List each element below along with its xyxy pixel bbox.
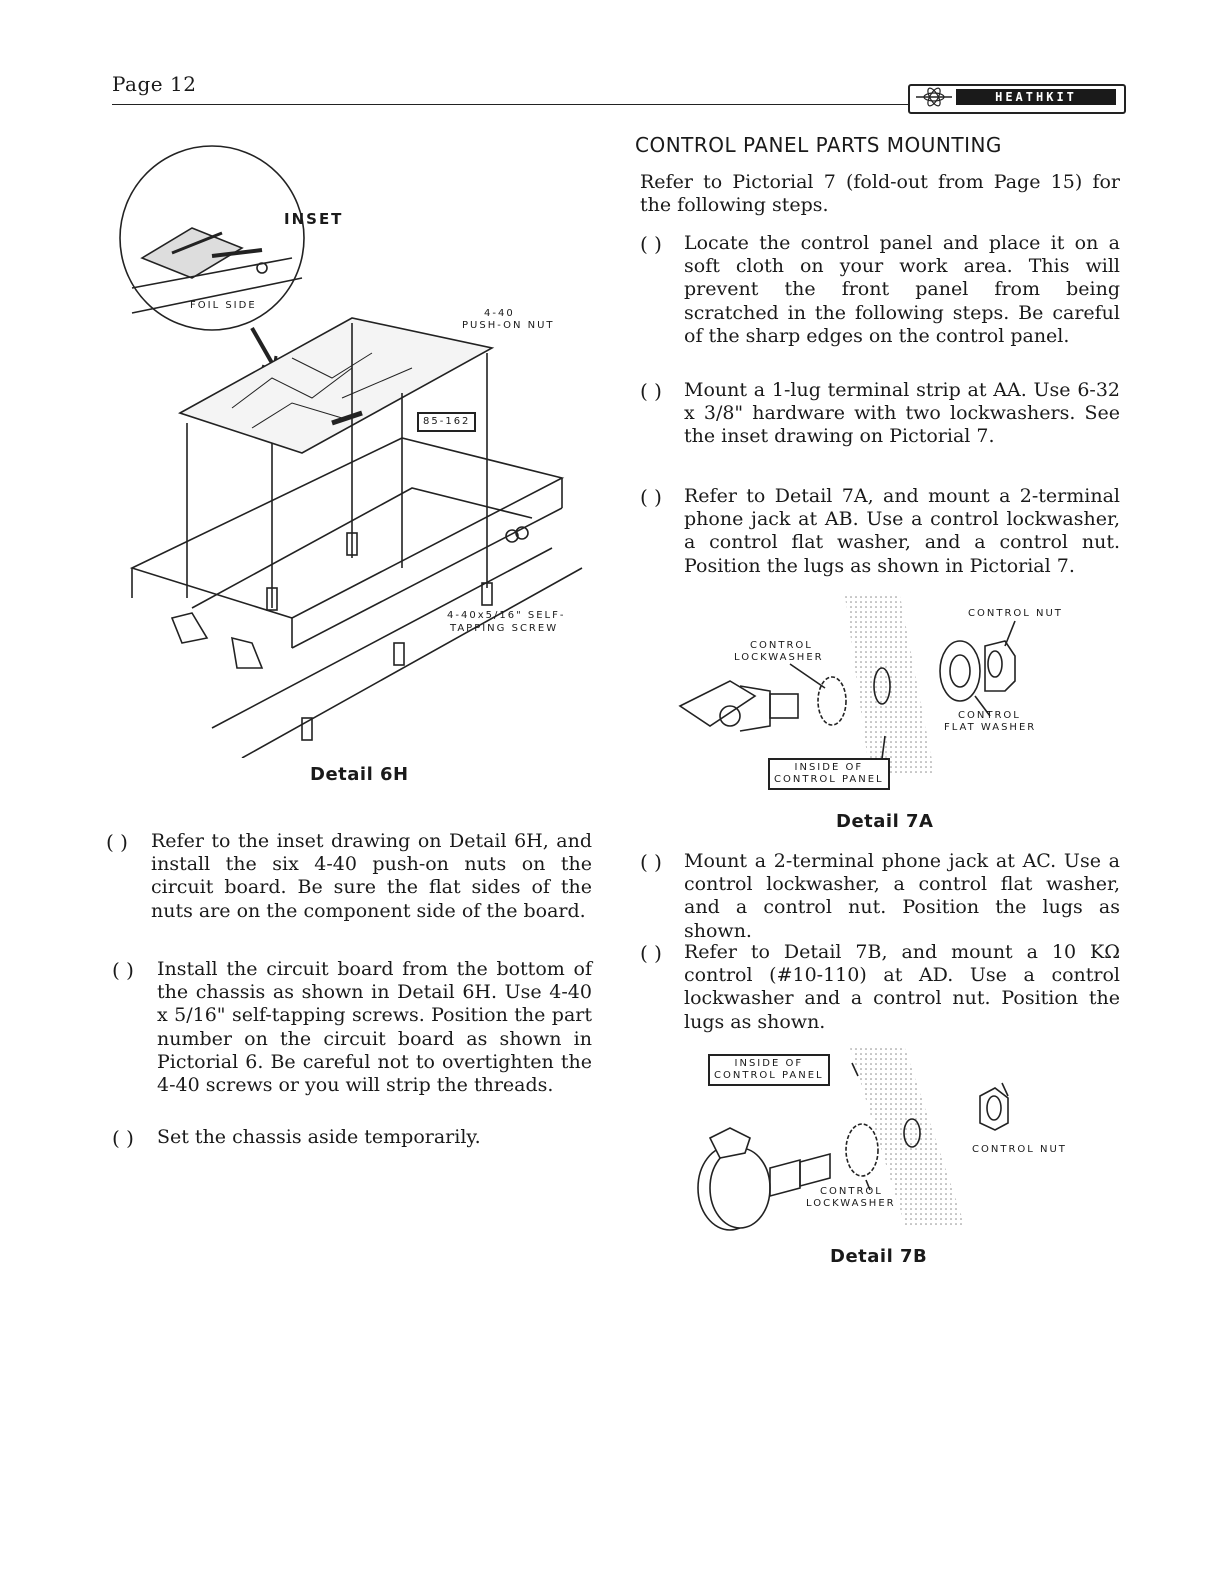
inside-panel-label-1: INSIDE OF [794, 762, 864, 773]
brand-name: HEATHKIT [956, 89, 1116, 105]
step-checkbox[interactable]: ( ) [640, 379, 662, 403]
push-on-nut-label-1: 4-40 [484, 308, 515, 319]
detail-6h-figure [112, 138, 592, 758]
right-step-1 [640, 232, 1120, 348]
right-step-5 [640, 941, 1120, 1034]
left-step-2 [112, 958, 592, 1097]
foil-side-label: FOIL SIDE [190, 300, 257, 311]
inside-panel-label-2: CONTROL PANEL [714, 1070, 824, 1081]
right-step-2 [640, 379, 1120, 449]
step-text: Install the circuit board from the bottom of the chassis as shown in Detail 6H. Use 4-40 x 5/16" self-tapping screws. Position the part number on the circuit board as shown in Pictorial 6. Be careful not to overtighten the 4-40 screws or you will strip the threads. [157, 958, 592, 1097]
lockwasher-label-1: CONTROL [750, 640, 813, 651]
intro-text: Refer to Pictorial 7 (fold-out from Page 15) for the following steps. [640, 171, 1120, 217]
left-step-1 [106, 830, 592, 923]
step-checkbox[interactable]: ( ) [640, 232, 662, 256]
detail-6h-caption: Detail 6H [310, 764, 409, 785]
part-number-label: 85-162 [417, 412, 476, 432]
control-nut-label: CONTROL NUT [968, 608, 1063, 619]
page-number: Page 12 [112, 72, 197, 96]
step-text: Locate the control panel and place it on a soft cloth on your work area. This will prevent the front panel from being scratched in the following steps. Be careful of the sharp edges on the control panel. [684, 232, 1120, 347]
atom-icon [916, 87, 952, 107]
lockwasher-label-2: LOCKWASHER [734, 652, 824, 663]
step-text: Refer to Detail 7B, and mount a 10 KΩ control (#10-110) at AD. Use a control lockwasher and a control nut. Position the lugs as shown. [684, 941, 1120, 1033]
section-title: CONTROL PANEL PARTS MOUNTING [635, 133, 1002, 157]
lockwasher-label-2: LOCKWASHER [806, 1198, 896, 1209]
step-checkbox[interactable]: ( ) [112, 958, 134, 982]
step-checkbox[interactable]: ( ) [640, 941, 662, 965]
heathkit-logo [908, 84, 1126, 114]
step-checkbox[interactable]: ( ) [640, 485, 662, 509]
push-on-nut-label-2: PUSH-ON NUT [462, 320, 555, 331]
chassis-drawing [112, 138, 592, 758]
screw-label-1: 4-40x5/16" SELF- [447, 610, 566, 621]
detail-7b-caption: Detail 7B [830, 1246, 928, 1267]
flat-washer-label-1: CONTROL [958, 710, 1021, 721]
flat-washer-label-2: FLAT WASHER [944, 722, 1037, 733]
step-checkbox[interactable]: ( ) [106, 830, 128, 854]
left-step-3 [112, 1126, 592, 1149]
step-checkbox[interactable]: ( ) [640, 850, 662, 874]
detail-7a-figure [670, 596, 1090, 796]
inside-panel-label [708, 1054, 830, 1086]
step-text: Refer to Detail 7A, and mount a 2-terminal phone jack at AB. Use a control lockwasher, a control flat washer, and a control nut. Position the lugs as shown in Pictorial 7. [684, 485, 1120, 577]
right-step-3 [640, 485, 1120, 578]
inside-panel-label [768, 758, 890, 790]
lockwasher-label-1: CONTROL [820, 1186, 883, 1197]
step-text: Set the chassis aside temporarily. [157, 1126, 481, 1148]
header-rule [112, 104, 912, 105]
inset-label: INSET [284, 210, 344, 228]
inside-panel-label-1: INSIDE OF [734, 1058, 804, 1069]
screw-label-2: TAPPING SCREW [450, 623, 559, 634]
step-text: Refer to the inset drawing on Detail 6H, and install the six 4-40 push-on nuts on the circuit board. Be sure the flat sides of the nuts are on the component side of the board. [151, 830, 592, 922]
detail-7b-figure [690, 1048, 1100, 1238]
step-checkbox[interactable]: ( ) [112, 1126, 134, 1150]
step-text: Mount a 2-terminal phone jack at AC. Use a control lockwasher, a control flat washer, and a control nut. Position the lugs as shown. [684, 850, 1120, 942]
step-text: Mount a 1-lug terminal strip at AA. Use 6-32 x 3/8" hardware with two lockwashers. See the inset drawing on Pictorial 7. [684, 379, 1120, 448]
inside-panel-label-2: CONTROL PANEL [774, 774, 884, 785]
detail-7a-caption: Detail 7A [836, 811, 934, 832]
control-nut-label: CONTROL NUT [972, 1144, 1067, 1155]
right-step-4 [640, 850, 1120, 943]
